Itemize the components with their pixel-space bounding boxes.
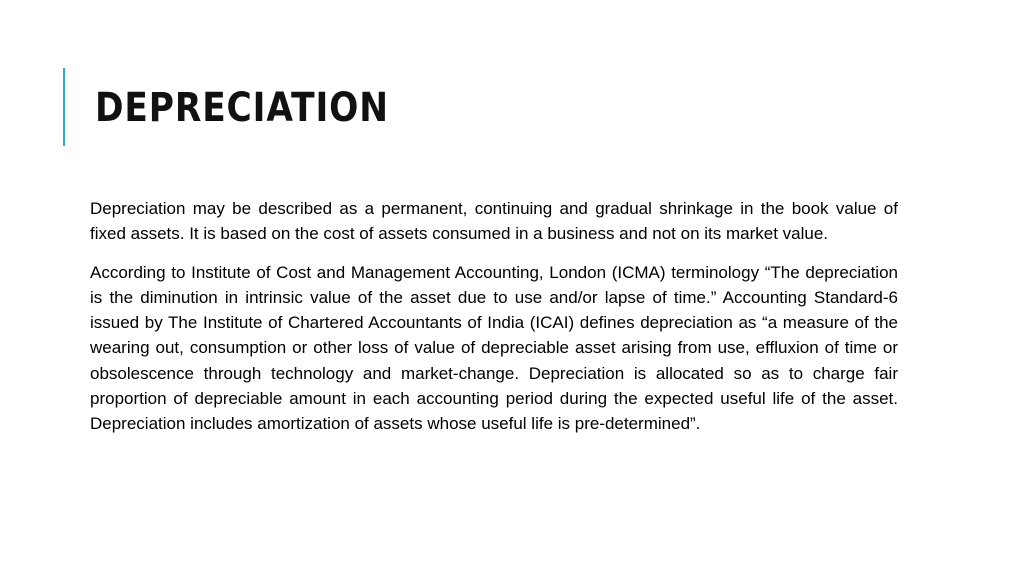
- title-accent-bar: [63, 68, 65, 146]
- body-paragraph-definition: Depreciation may be described as a permanent, continuing and gradual shrinkage in the book value of fixed assets. It is based on the cost of assets consumed in a business and not on its market value.: [90, 199, 898, 244]
- slide-title: DEPRECIATION: [95, 85, 389, 131]
- slide-body: [90, 196, 898, 450]
- body-paragraph-icma-icai: According to Institute of Cost and Management Accounting, London (ICMA) terminology “The depreciation is the diminution in intrinsic value of the asset due to use and/or lapse of time.” Accounting Standard-6 issued by The Institute of Chartered Accountants of India (ICAI) defines depreciation as “a measure of the wearing out, consumption or other loss of value of depreciable asset arising from use, effluxion of time or obsolescence through technology and market-change. Depreciation is allocated so as to charge fair proportion of depreciable amount in each accounting period during the expected useful life of the asset. Depreciation includes amortization of assets whose useful life is pre-determined”.: [90, 262, 898, 434]
